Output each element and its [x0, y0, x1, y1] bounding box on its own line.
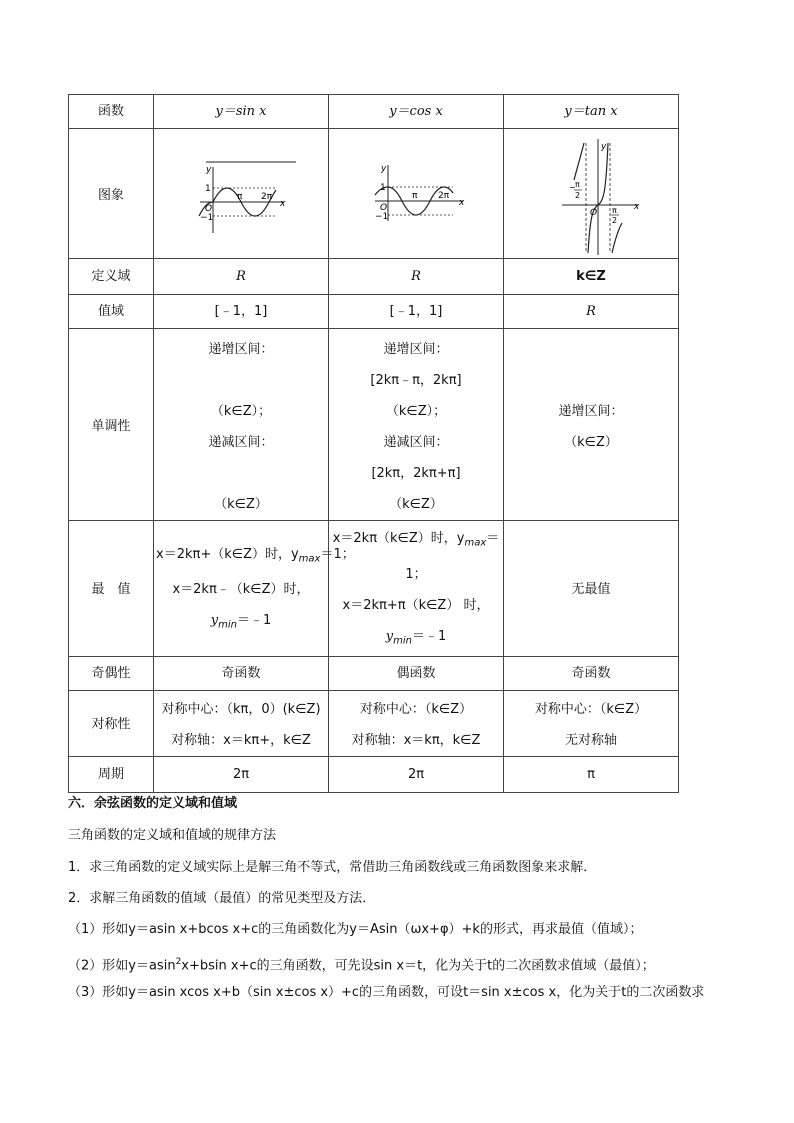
cos-increasing-label: 递增区间：	[383, 341, 449, 357]
sin-neg-one-label: −1	[200, 212, 214, 223]
cos-min-y: y	[385, 628, 394, 644]
symmetry-tan	[504, 691, 679, 757]
cos-max-eq: ＝	[486, 531, 500, 546]
header-sin: y＝sin x	[154, 95, 329, 129]
parity-cos: 偶函数	[329, 657, 504, 691]
tan-origin-label: O	[590, 207, 598, 218]
symmetry-sin	[154, 691, 329, 757]
paragraph-4-sup: 2	[175, 957, 182, 967]
tan-y-label: y	[601, 141, 607, 152]
monotonic-sin	[154, 329, 329, 521]
monotonic-tan	[504, 329, 679, 521]
range-label: 值域	[69, 295, 154, 329]
cos-center: 对称中心：（k∈Z）	[359, 701, 473, 717]
monotonic-label: 单调性	[69, 329, 154, 521]
domain-row	[69, 259, 679, 295]
period-tan: π	[504, 757, 679, 793]
sin-y-label: y	[206, 164, 212, 175]
sin-two-pi-label: 2π	[261, 191, 273, 202]
sin-min-y: y	[210, 613, 219, 629]
sin-max-value: ＝1；	[320, 546, 355, 562]
paragraph-4	[68, 952, 655, 976]
range-tan: R	[504, 295, 679, 329]
extremum-cos	[329, 521, 504, 657]
cos-max-line	[331, 523, 501, 559]
range-cos: [﹣1，1]	[329, 295, 504, 329]
tan-x-label: x	[634, 201, 640, 212]
sin-min-line	[156, 605, 326, 641]
header-function: 函数	[69, 95, 154, 129]
parity-tan: 奇函数	[504, 657, 679, 691]
graph-label: 图象	[69, 129, 154, 259]
cos-decreasing-label: 递减区间：	[383, 434, 449, 450]
sin-max-line	[156, 539, 355, 575]
cos-max-sub: max	[464, 537, 487, 549]
monotonic-cos	[329, 329, 504, 521]
range-sin: [﹣1，1]	[154, 295, 329, 329]
sin-increasing-interval	[156, 365, 326, 396]
paragraph-3: （1）形如y＝asin x+bcos x+c的三角函数化为y＝Asin（ωx+φ）+k的形式，再求最值（值域）；	[68, 922, 643, 937]
sin-min-sub: min	[218, 619, 237, 631]
sin-min-text: x＝2kπ﹣（k∈Z）时，	[172, 582, 310, 598]
paragraph-1: 1．求三角函数的定义域实际上是解三角不等式，常借助三角函数线或三角函数图象来求解．	[68, 860, 597, 875]
cos-max-value: 1；	[405, 566, 427, 582]
cos-decreasing-kz: （k∈Z）	[389, 496, 443, 512]
period-cos: 2π	[329, 757, 504, 793]
tan-graph	[526, 135, 656, 257]
tan-left-pi: π	[575, 179, 580, 189]
sin-graph-cell	[154, 129, 329, 259]
sin-decreasing-kz: （k∈Z）	[214, 496, 268, 512]
sin-increasing-kz: （k∈Z）；	[210, 403, 272, 419]
tan-increasing-kz: （k∈Z）	[564, 434, 618, 450]
cos-graph	[351, 157, 481, 237]
cos-axis: 对称轴：x＝kπ，k∈Z	[351, 732, 481, 748]
sin-x-label: x	[280, 198, 286, 209]
trig-properties-table	[68, 94, 679, 793]
symmetry-label: 对称性	[69, 691, 154, 757]
header-row	[69, 95, 679, 129]
extremum-label: 最 值	[69, 521, 154, 657]
cos-decreasing-interval: [2kπ，2kπ+π]	[371, 465, 461, 481]
sin-center: 对称中心：（kπ，0）(k∈Z)	[161, 701, 321, 717]
sin-max-text: x＝2kπ+（k∈Z）时，y	[156, 546, 299, 562]
cos-two-pi-label: 2π	[438, 190, 450, 201]
cos-min-sub: min	[393, 635, 412, 647]
tan-graph-cell	[504, 129, 679, 259]
sin-decreasing-interval	[156, 458, 326, 489]
paragraph-4-end: x+bsin x+c的三角函数，可先设sin x＝t，化为关于t的二次函数求值域（最值）；	[181, 958, 655, 974]
parity-sin: 奇函数	[154, 657, 329, 691]
tan-right-pi: π	[612, 205, 617, 215]
range-row	[69, 295, 679, 329]
tan-right-two: 2	[612, 215, 618, 225]
sin-one-label: 1	[205, 183, 211, 194]
tan-increasing-label: 递增区间：	[558, 403, 624, 419]
header-tan: y＝tan x	[504, 95, 679, 129]
cos-one-label: 1	[380, 182, 386, 193]
paragraph-2: 2．求解三角函数的值域（最值）的常见类型及方法．	[68, 891, 376, 906]
sin-min-value: ＝﹣1	[236, 613, 272, 629]
extremum-row	[69, 521, 679, 657]
domain-cos: R	[329, 259, 504, 295]
graph-row	[69, 129, 679, 259]
tan-left-two: 2	[575, 190, 581, 200]
symmetry-row	[69, 691, 679, 757]
parity-label: 奇偶性	[69, 657, 154, 691]
sin-increasing-label: 递增区间：	[208, 341, 274, 357]
cos-y-label: y	[381, 163, 387, 174]
sin-decreasing-label: 递减区间：	[208, 434, 274, 450]
cos-max-text: x＝2kπ（k∈Z）时，y	[332, 531, 465, 546]
cos-min-value: ＝﹣1	[411, 628, 447, 644]
symmetry-cos	[329, 691, 504, 757]
sin-max-sub: max	[298, 553, 321, 565]
extremum-sin	[154, 521, 355, 657]
paragraph-4-start: （2）形如y＝asin	[68, 958, 176, 974]
section-subtitle: 三角函数的定义域和值域的规律方法	[68, 828, 277, 843]
cos-neg-one-label: −1	[375, 211, 389, 222]
cos-min-line	[331, 621, 501, 657]
domain-tan: k∈Z	[504, 259, 679, 295]
paragraph-5: （3）形如y＝asin xcos x+b（sin x±cos x）+c的三角函数，可设t＝sin x±cos x，化为关于t的二次函数求	[68, 985, 705, 1000]
period-sin: 2π	[154, 757, 329, 793]
cos-min-text: x＝2kπ+π（k∈Z） 时，	[342, 597, 490, 613]
domain-sin: R	[154, 259, 329, 295]
period-label: 周期	[69, 757, 154, 793]
extremum-tan: 无最值	[504, 521, 679, 657]
parity-row	[69, 657, 679, 691]
domain-label: 定义域	[69, 259, 154, 295]
cos-x-label: x	[459, 197, 465, 208]
section-heading: 六．余弦函数的定义域和值域	[68, 796, 238, 811]
sin-pi-label: π	[237, 191, 243, 202]
period-row	[69, 757, 679, 793]
header-cos: y＝cos x	[329, 95, 504, 129]
cos-graph-cell	[329, 129, 504, 259]
monotonic-row	[69, 329, 679, 521]
cos-origin-label: O	[380, 202, 388, 213]
sin-graph	[176, 157, 306, 237]
cos-pi-label: π	[412, 190, 418, 201]
sin-axis: 对称轴：x＝kπ+，k∈Z	[171, 732, 311, 748]
sin-origin-label: O	[205, 203, 213, 214]
cos-increasing-interval: [2kπ﹣π，2kπ]	[370, 372, 462, 388]
cos-increasing-kz: （k∈Z）；	[385, 403, 447, 419]
tan-axis: 无对称轴	[564, 732, 617, 748]
tan-center: 对称中心：（k∈Z）	[534, 701, 648, 717]
tan-neg-sign: −	[569, 182, 576, 192]
